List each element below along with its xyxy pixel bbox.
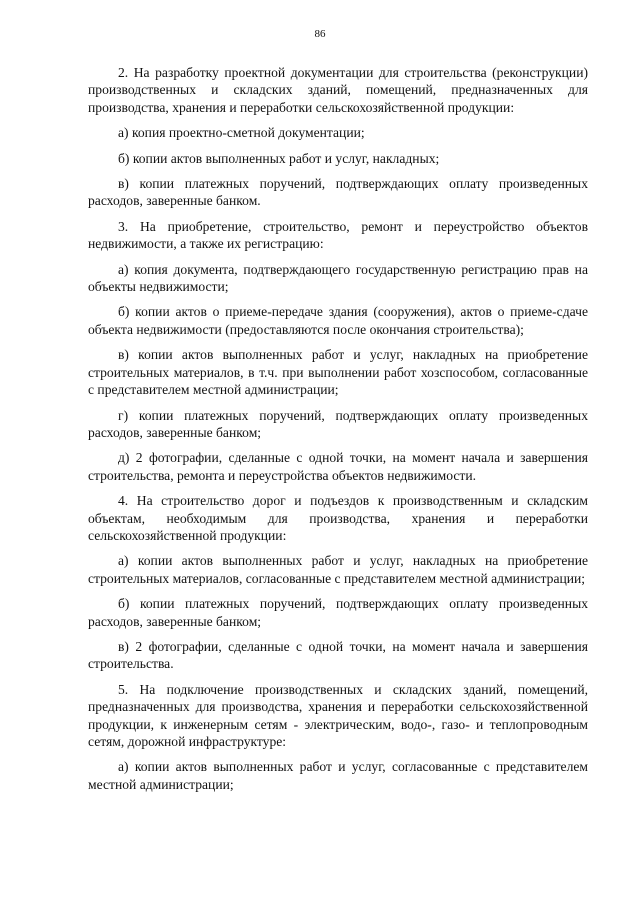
list-item-3e: д) 2 фотографии, сделанные с одной точки, на момент начала и завершения строительства, ремонта и переустройства объектов недвижимости.	[88, 450, 588, 483]
paragraph-section-3: 3. На приобретение, строительство, ремонт и переустройство объектов недвижимости, а также их регистрацию:	[88, 218, 588, 252]
list-item-4c: в) 2 фотографии, сделанные с одной точки, на момент начала и завершения строительства.	[88, 638, 588, 672]
list-item-5a: а) копии актов выполненных работ и услуг, согласованные с представителем местной администрации;	[88, 759, 588, 792]
list-item-2b: б) копии актов выполненных работ и услуг, накладных;	[118, 150, 440, 166]
list-item-2a: а) копия проектно-сметной документации;	[118, 125, 365, 141]
document-body	[88, 64, 588, 799]
paragraph-section-2: 2. На разработку проектной документации для строительства (реконструкции) производственных и складских зданий, помещений, предназначенных для производства, хранения и переработки сельскохозяйственной продукции:	[88, 65, 588, 115]
list-item-3a: а) копия документа, подтверждающего государственную регистрацию прав на объекты недвижимости;	[88, 261, 588, 295]
list-item-2c: в) копии платежных поручений, подтверждающих оплату произведенных расходов, заверенные банком.	[88, 176, 588, 209]
paragraph-section-4: 4. На строительство дорог и подъездов к производственным и складским объектам, необходимым для производства, хранения и переработки сельскохозяйственной продукции:	[88, 493, 588, 543]
list-item-4b: б) копии платежных поручений, подтверждающих оплату произведенных расходов, заверенные банком;	[88, 596, 588, 629]
paragraph-section-5: 5. На подключение производственных и складских зданий, помещений, предназначенных для производства, хранения и переработки сельскохозяйственной продукции, к инженерным сетям - электрическим, водо-, газо- и теплопроводным сетям, дорожной инфраструктуре:	[88, 681, 588, 749]
list-item-3b: б) копии актов о приеме-передаче здания (сооружения), актов о приеме-сдаче объекта недвижимости (предоставляются после окончания строительства);	[88, 304, 588, 337]
list-item-3c: в) копии актов выполненных работ и услуг, накладных на приобретение строительных материалов, в т.ч. при выполнении работ хозспособом, согласованные с представителем местной администрации;	[88, 347, 588, 398]
list-item-3d: г) копии платежных поручений, подтверждающих оплату произведенных расходов, заверенные банком;	[88, 407, 588, 440]
list-item-4a: а) копии актов выполненных работ и услуг, накладных на приобретение строительных материалов, согласованные с представителем местной администрации;	[88, 553, 588, 586]
page-number: 86	[314, 28, 326, 40]
